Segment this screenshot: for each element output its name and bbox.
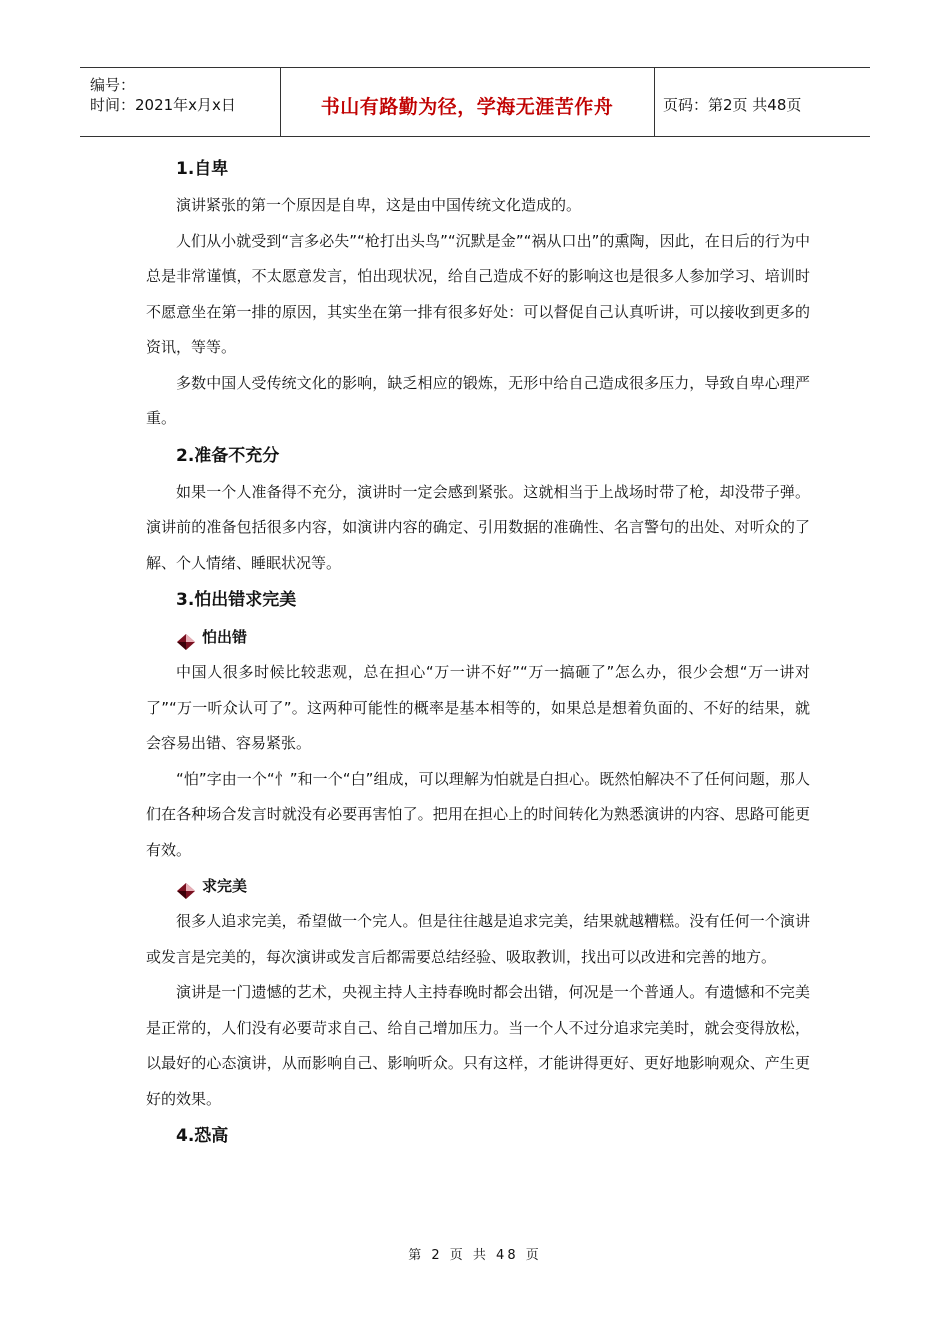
document-header [80, 67, 870, 137]
paragraph: “怕”字由一个“忄”和一个“白”组成，可以理解为怕就是白担心。既然怕解决不了任何问题，那人们在各种场合发言时就没有必要再害怕了。把用在担心上的时间转化为熟悉演讲的内容、思路可能更有效。 [146, 769, 810, 859]
diamond-bullet-icon [176, 628, 196, 646]
section-heading: 4.恐高 [176, 1126, 229, 1146]
section-heading: 3.怕出错求完美 [176, 590, 297, 610]
paragraph: 很多人追求完美，希望做一个完人。但是往往越是追求完美，结果就越糟糕。没有任何一个演讲或发言是完美的，每次演讲或发言后都需要总结经验、吸取教训，找出可以改进和完善的地方。 [146, 912, 810, 966]
code-label: 编号： [90, 76, 136, 94]
header-info-cell [80, 68, 281, 136]
paragraph: 如果一个人准备得不充分，演讲时一定会感到紧张。这就相当于上战场时带了枪，却没带子弹。演讲前的准备包括很多内容，如演讲内容的确定、引用数据的准确性、名言警句的出处、对听众的了解、个人情绪、睡眠状况等。 [146, 482, 810, 572]
paragraph: 演讲紧张的第一个原因是自卑，这是由中国传统文化造成的。 [176, 196, 582, 214]
diamond-bullet-icon [176, 877, 196, 895]
motto: 书山有路勤为径，学海无涯苦作舟 [320, 96, 614, 118]
paragraph: 演讲是一门遗憾的艺术，央视主持人主持春晚时都会出错，何况是一个普通人。有遗憾和不完美是正常的，人们没有必要苛求自己、给自己增加压力。当一个人不过分追求完美时，就会变得放松，以最好的心态演讲，从而影响自己、影响听众。只有这样，才能讲得更好、更好地影响观众、产生更好的效果。 [146, 983, 810, 1108]
paragraph: 多数中国人受传统文化的影响，缺乏相应的锻炼，无形中给自己造成很多压力，导致自卑心理严重。 [146, 373, 810, 427]
subheading [146, 619, 810, 655]
subheading-text: 怕出错 [202, 628, 248, 646]
time-label: 时间：2021年x月x日 [90, 96, 236, 114]
subheading-text: 求完美 [202, 877, 248, 895]
section-heading: 2.准备不充分 [176, 445, 280, 466]
paragraph: 中国人很多时候比较悲观，总在担心“万一讲不好”“万一搞砸了”怎么办，很少会想“万一讲对了”“万一听众认可了”。这两种可能性的概率是基本相等的，如果总是想着负面的、不好的结果，就会容易出错、容易紧张。 [146, 663, 810, 752]
subheading [146, 868, 810, 904]
document-body [146, 150, 810, 1155]
header-motto-cell [280, 68, 655, 136]
page-footer: 第 2 页 共 48 页 [408, 1248, 542, 1263]
header-page-cell [655, 68, 870, 136]
page-info: 页码：第2页 共48页 [663, 96, 802, 114]
section-heading: 1.自卑 [176, 159, 229, 179]
paragraph: 人们从小就受到“言多必失”“枪打出头鸟”“沉默是金”“祸从口出”的熏陶，因此，在日后的行为中总是非常谨慎，不太愿意发言，怕出现状况，给自己造成不好的影响这也是很多人参加学习、培训时不愿意坐在第一排的原因，其实坐在第一排有很多好处：可以督促自己认真听讲，可以接收到更多的资讯，等等。 [146, 231, 810, 356]
